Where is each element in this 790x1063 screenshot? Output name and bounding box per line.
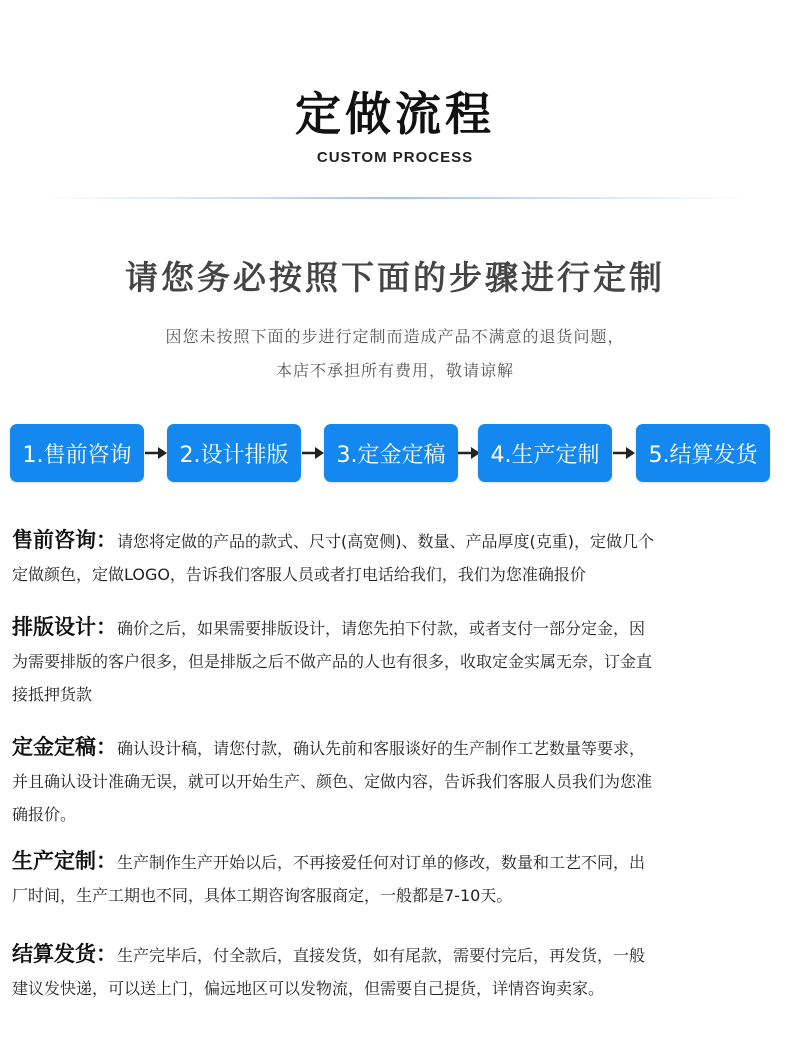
arrow-right-icon [145, 446, 167, 460]
section-text: 确报价。 [12, 805, 77, 824]
step-production[interactable]: 4.生产定制 [478, 424, 612, 482]
step-presale-consult[interactable]: 1.售前咨询 [10, 424, 144, 482]
section-deposit-finalize [12, 731, 776, 831]
notice-line-2: 本店不承担所有费用，敬请谅解 [275, 361, 514, 380]
step-settle-ship[interactable]: 5.结算发货 [636, 424, 770, 482]
section-presale-consult [12, 524, 776, 591]
section-label: 售前咨询： [12, 528, 117, 552]
section-label: 定金定稿： [12, 735, 117, 759]
section-label: 生产定制： [12, 849, 117, 873]
page-subtitle: CUSTOM PROCESS [316, 149, 474, 166]
arrow-right-icon [302, 446, 324, 460]
notice-line-1: 因您未按照下面的步进行定制而造成产品不满意的退货问题， [165, 327, 625, 346]
instruction-headline: 请您务必按照下面的步骤进行定制 [125, 258, 665, 297]
section-text: 生产制作生产开始以后，不再接爱任何对订单的修改，数量和工艺不同，出 [117, 853, 646, 872]
page-title: 定做流程 [295, 87, 495, 141]
section-text: 接抵押货款 [12, 685, 93, 704]
section-text: 请您将定做的产品的款式、尺寸(高宽侧)、数量、产品厚度(克重)，定做几个 [117, 532, 654, 551]
header-divider [40, 197, 750, 199]
section-production [12, 845, 776, 912]
section-design-layout [12, 611, 776, 711]
section-text: 并且确认设计准确无误，就可以开始生产、颜色、定做内容，告诉我们客服人员我们为您准 [12, 772, 653, 791]
section-settle-ship [12, 938, 776, 1005]
section-text: 确价之后，如果需要排版设计，请您先拍下付款，或者支付一部分定金，因 [117, 619, 646, 638]
step-deposit-finalize[interactable]: 3.定金定稿 [324, 424, 458, 482]
section-text: 确认设计稿，请您付款，确认先前和客服谈好的生产制作工艺数量等要求， [117, 739, 646, 758]
section-text: 为需要排版的客户很多，但是排版之后不做产品的人也有很多，收取定金实属无奈，订金直 [12, 652, 653, 671]
section-text: 生产完毕后，付全款后，直接发货，如有尾款，需要付完后，再发货，一般 [117, 946, 646, 965]
section-text: 厂时间，生产工期也不同，具体工期咨询客服商定，一般都是7-10天。 [12, 886, 513, 905]
section-text: 定做颜色，定做LOGO，告诉我们客服人员或者打电话给我们，我们为您准确报价 [12, 565, 586, 584]
section-label: 排版设计： [12, 615, 117, 639]
arrow-right-icon [458, 446, 480, 460]
section-label: 结算发货： [12, 942, 117, 966]
process-steps [10, 424, 780, 482]
section-text: 建议发快递，可以送上门，偏远地区可以发物流，但需要自己提货，详情咨询卖家。 [12, 979, 605, 998]
step-design-layout[interactable]: 2.设计排版 [167, 424, 301, 482]
arrow-right-icon [613, 446, 635, 460]
